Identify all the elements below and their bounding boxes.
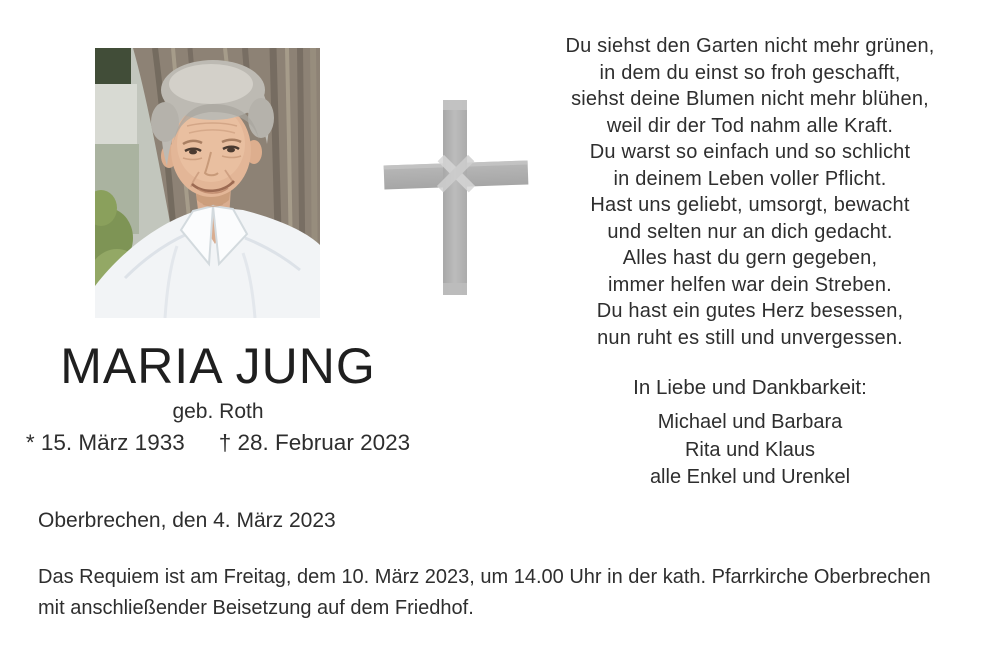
portrait-photo <box>95 48 320 318</box>
mourners-list <box>540 409 960 492</box>
poem-line: Du warst so einfach und so schlicht <box>589 141 911 163</box>
funeral-line: Das Requiem ist am Freitag, dem 10. März 2023, um 14.00 Uhr in der kath. Pfarrkirche Oberbrechen <box>38 566 931 588</box>
poem-line: Hast uns geliebt, umsorgt, bewacht <box>590 194 910 216</box>
place-date-line: Oberbrechen, den 4. März 2023 <box>38 509 336 532</box>
life-dates <box>25 430 411 455</box>
poem-line: und selten nur an dich gedacht. <box>607 220 893 243</box>
memorial-poem <box>540 33 960 351</box>
poem-line: Du siehst den Garten nicht mehr grünen, <box>565 35 935 57</box>
memorial-cross-icon <box>382 93 530 303</box>
death-date: † 28. Februar 2023 <box>218 430 411 455</box>
deceased-name: MARIA JUNG <box>60 338 376 394</box>
poem-line: nun ruht es still und unvergessen. <box>597 326 903 349</box>
deceased-block <box>25 338 411 455</box>
mourner-line: Michael und Barbara <box>657 411 843 433</box>
funeral-info <box>38 562 978 623</box>
mourner-line: alle Enkel und Urenkel <box>649 466 851 488</box>
funeral-line: mit anschließender Beisetzung auf dem Friedhof. <box>38 596 474 619</box>
poem-line: siehst deine Blumen nicht mehr blühen, <box>571 88 929 110</box>
poem-line: immer helfen war dein Streben. <box>608 273 892 296</box>
closing-block <box>540 376 960 492</box>
poem-line: in deinem Leben voller Pflicht. <box>613 167 887 190</box>
poem-line: weil dir der Tod nahm alle Kraft. <box>606 114 894 137</box>
mourner-line: Rita und Klaus <box>684 438 816 461</box>
poem-line: Alles hast du gern gegeben, <box>622 247 878 269</box>
poem-line: in dem du einst so froh geschafft, <box>599 61 901 84</box>
poem-line: Du hast ein gutes Herz besessen, <box>596 300 904 322</box>
birth-date: * 15. März 1933 <box>25 430 185 455</box>
closing-intro: In Liebe und Dankbarkeit: <box>633 376 867 399</box>
maiden-name: geb. Roth <box>172 400 264 423</box>
